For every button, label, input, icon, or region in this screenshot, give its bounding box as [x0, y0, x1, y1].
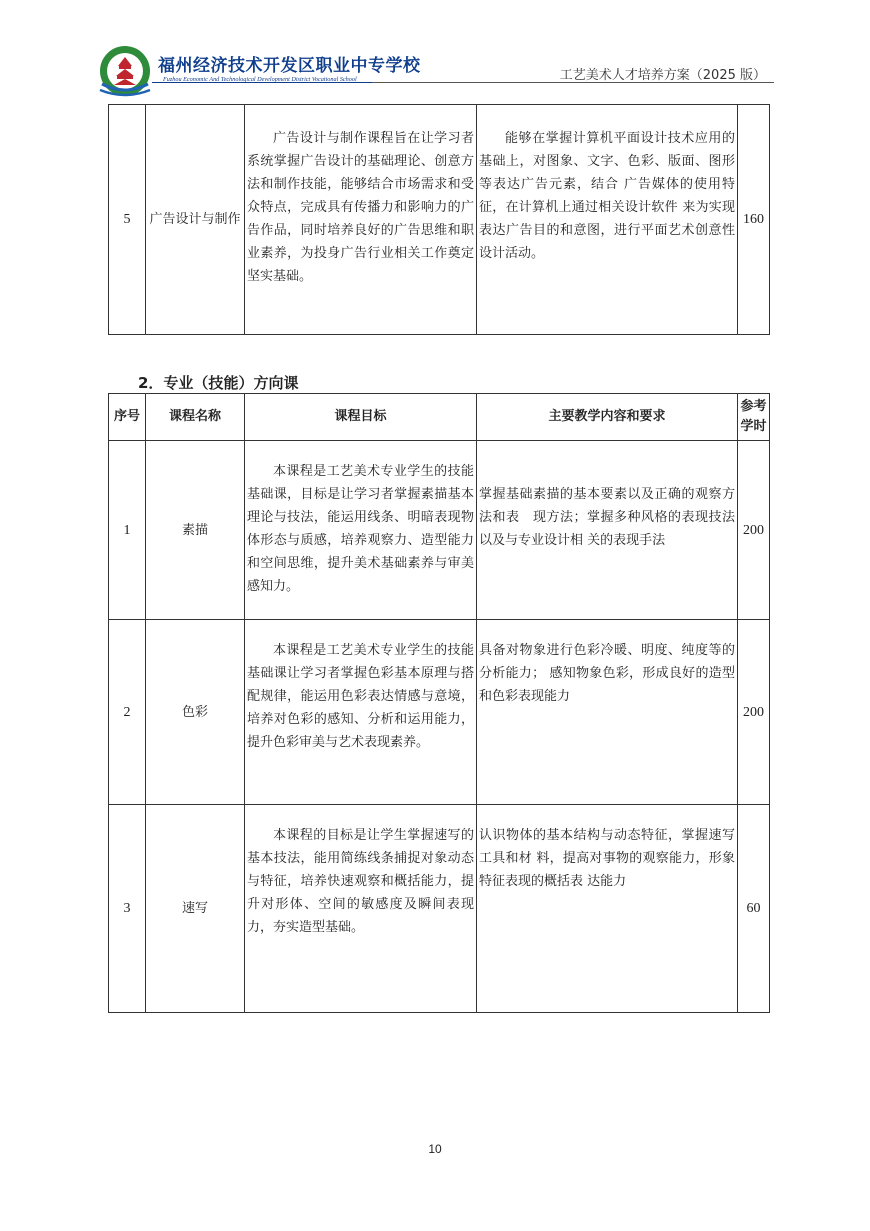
table-row — [109, 441, 770, 620]
header-name: 课程名称 — [146, 394, 245, 441]
course-name: 色彩 — [146, 620, 245, 805]
table-row — [109, 620, 770, 805]
course-table-continued — [108, 104, 770, 335]
course-content — [477, 105, 738, 335]
course-hours: 200 — [738, 620, 770, 805]
school-name-cn: 福州经济技术开发区职业中专学校 — [158, 56, 421, 76]
header-hours — [738, 394, 770, 441]
course-hours: 200 — [738, 441, 770, 620]
course-name: 速写 — [146, 805, 245, 1013]
course-goal-text: 本课程的目标是让学生掌握速写的基本技法，能用简练线条捕捉对象动态与特征，培养快速观察和概括能力，提升对形体、空间的敏感度及瞬间表现力，夯实造型基础。 — [247, 828, 474, 935]
section-title: 2．专业（技能）方向课 — [138, 374, 299, 392]
header-num: 序号 — [109, 394, 146, 441]
course-goal — [245, 620, 477, 805]
course-content-text: 能够在掌握计算机平面设计技术应用的基础上，对图象、文字、色彩、版面、图形等表达广告元素，结合 广告媒体的使用特征，在计算机上通过相关设计软件 来为实现表达广告目的和意图，进行平面艺术创意性 设计活动。 — [479, 131, 735, 261]
header-content: 主要教学内容和要求 — [477, 394, 738, 441]
document-title: 工艺美术人才培养方案（2025 版） — [559, 68, 766, 83]
header-hours-line1: 参考 — [740, 399, 767, 414]
header-divider-blue — [152, 82, 372, 83]
course-content — [477, 805, 738, 1013]
header-goal: 课程目标 — [245, 394, 477, 441]
header-divider — [372, 82, 774, 83]
course-goal-text: 本课程是工艺美术专业学生的技能基础课，目标是让学习者掌握素描基本理论与技法，能运用线条、明暗表现物体形态与质感，培养观察力、造型能力和空间思维，提升美术基础素养与审美感知力。 — [247, 464, 474, 594]
header-hours-line2: 学时 — [740, 419, 767, 434]
course-goal — [245, 441, 477, 620]
course-content — [477, 620, 738, 805]
row-number: 1 — [109, 441, 146, 620]
course-name: 广告设计与制作 — [146, 105, 245, 335]
course-goal-text: 广告设计与制作课程旨在让学习者系统掌握广告设计的基础理论、创意方法和制作技能，能够结合市场需求和受众特点，完成具有传播力和影响力的广告作品，同时培养良好的广告思维和职业素养，为投身广告行业相关工作奠定坚实基础。 — [247, 131, 474, 284]
table-header-row — [109, 394, 770, 441]
school-logo — [96, 44, 154, 98]
row-number: 2 — [109, 620, 146, 805]
course-name: 素描 — [146, 441, 245, 620]
page-number: 10 — [428, 1142, 442, 1156]
course-hours: 160 — [738, 105, 770, 335]
course-content-text: 具备对物象进行色彩冷暖、明度、纯度等的分析能力； 感知物象色彩，形成良好的造型和色彩表现能力 — [479, 643, 735, 704]
course-goal-text: 本课程是工艺美术专业学生的技能基础课让学习者掌握色彩基本原理与搭配规律，能运用色彩表达情感与意境，培养对色彩的感知、分析和运用能力，提升色彩审美与艺术表现素养。 — [247, 643, 474, 750]
course-goal — [245, 105, 477, 335]
course-content-text: 掌握基础素描的基本要素以及正确的观察方法和表 现方法；掌握多种风格的表现技法以及与专业设计相 关的表现手法 — [479, 487, 735, 548]
course-content-text: 认识物体的基本结构与动态特征，掌握速写工具和材 料，提高对事物的观察能力，形象特征表现的概括表 达能力 — [479, 828, 735, 889]
course-hours: 60 — [738, 805, 770, 1013]
row-number: 3 — [109, 805, 146, 1013]
row-number: 5 — [109, 105, 146, 335]
school-name-en: Fuzhou Economic And Technological Development District Vocational School — [163, 76, 357, 83]
direction-course-table — [108, 393, 770, 1013]
table-row — [109, 805, 770, 1013]
course-content — [477, 441, 738, 620]
table-row — [109, 105, 770, 335]
course-goal — [245, 805, 477, 1013]
